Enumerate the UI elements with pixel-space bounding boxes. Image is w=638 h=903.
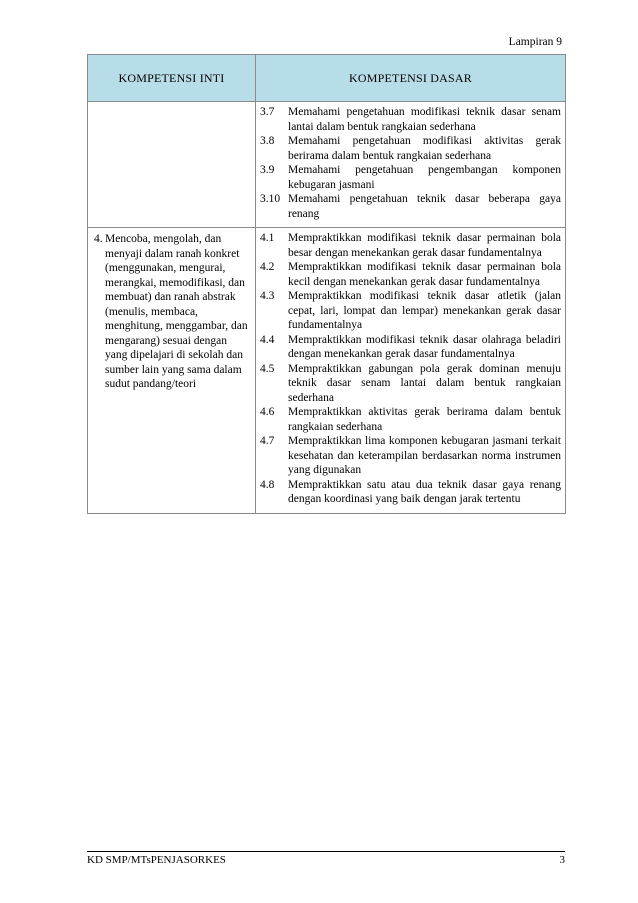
kd-text: Mempraktikkan modifikasi teknik dasar olahraga beladiri dengan menekankan gerak dasar fundamentalnya [288, 333, 561, 360]
kd-text: Memahami pengetahuan modifikasi teknik dasar senam lantai dalam bentuk rangkaian sederhana [288, 106, 561, 133]
kd-text: Memahami pengetahuan modifikasi aktivitas gerak berirama dalam bentuk rangkaian sederhana [288, 135, 561, 162]
kd-number: 3.7 [260, 106, 275, 118]
kd-text: Mempraktikkan modifikasi teknik dasar permainan bola kecil dengan menekankan gerak dasar fundamentalnya [288, 261, 561, 288]
kd-item [260, 105, 561, 134]
ki-cell [88, 102, 256, 228]
kd-item [260, 405, 561, 434]
kd-number: 4.3 [260, 290, 275, 302]
table-body [88, 102, 566, 514]
kd-item [260, 478, 561, 507]
kd-number: 4.7 [260, 435, 275, 447]
competency-table [87, 54, 566, 514]
kd-cell [256, 228, 566, 514]
kd-text: Mempraktikkan aktivitas gerak berirama dalam bentuk rangkaian sederhana [288, 406, 561, 433]
kd-item [260, 333, 561, 362]
kd-number: 4.1 [260, 232, 275, 244]
kd-number: 4.6 [260, 406, 275, 418]
kd-text: Memahami pengetahuan pengembangan komponen kebugaran jasmani [288, 164, 561, 191]
kd-text: Mempraktikkan satu atau dua teknik dasar gaya renang dengan koordinasi yang baik dengan jarak tertentu [288, 478, 561, 505]
kd-item [260, 289, 561, 333]
kd-number: 3.9 [260, 164, 275, 176]
table-row [88, 102, 566, 228]
kd-item [260, 134, 561, 163]
kd-item [260, 192, 561, 221]
column-header-ki: KOMPETENSI INTI [88, 55, 256, 102]
kd-number: 3.10 [260, 193, 281, 205]
kd-number: 4.5 [260, 362, 275, 375]
kd-text: Memahami pengetahuan teknik dasar beberapa gaya renang [288, 193, 561, 220]
kd-item [260, 362, 561, 406]
footer-document-name: KD SMP/MTsPENJASORKES [87, 854, 226, 866]
ki-item [94, 232, 251, 392]
footer-page-number: 3 [559, 854, 565, 866]
table-row [88, 228, 566, 514]
table-header-row [88, 55, 566, 102]
kd-number: 3.8 [260, 135, 275, 147]
kd-item [260, 434, 561, 478]
kd-number: 4.8 [260, 478, 275, 491]
kd-cell [256, 102, 566, 228]
kd-text: Mempraktikkan gabungan pola gerak dominan menuju teknik dasar senam lantai dalam bentuk rangkaian sederhana [288, 362, 561, 404]
ki-cell [88, 228, 256, 514]
kd-text: Mempraktikkan modifikasi teknik dasar atletik (jalan cepat, lari, lompat dan lempar) menekankan gerak dasar fundamentalnya [288, 290, 561, 331]
column-header-kd: KOMPETENSI DASAR [256, 55, 566, 102]
page-label: Lampiran 9 [508, 36, 562, 48]
ki-text: Mencoba, mengolah, dan menyaji dalam ranah konkret (menggunakan, mengurai, merangkai, memodifikasi, dan membuat) dan ranah abstrak (menulis, membaca, menghitung, menggambar, dan mengarang) sesuai dengan yang dipelajari di sekolah dan sumber lain yang sama dalam sudut pandang/teori [105, 233, 248, 390]
footer-divider [87, 851, 565, 852]
kd-item [260, 260, 561, 289]
kd-text: Mempraktikkan modifikasi teknik dasar permainan bola besar dengan menekankan gerak dasar fundamentalnya [288, 232, 561, 259]
kd-text: Mempraktikkan lima komponen kebugaran jasmani terkait kesehatan dan keterampilan berdasarkan norma instrumen yang digunakan [288, 435, 561, 476]
kd-number: 4.4 [260, 333, 275, 346]
kd-item [260, 231, 561, 260]
kd-item [260, 163, 561, 192]
kd-number: 4.2 [260, 261, 275, 273]
ki-number: 4. [94, 233, 103, 245]
